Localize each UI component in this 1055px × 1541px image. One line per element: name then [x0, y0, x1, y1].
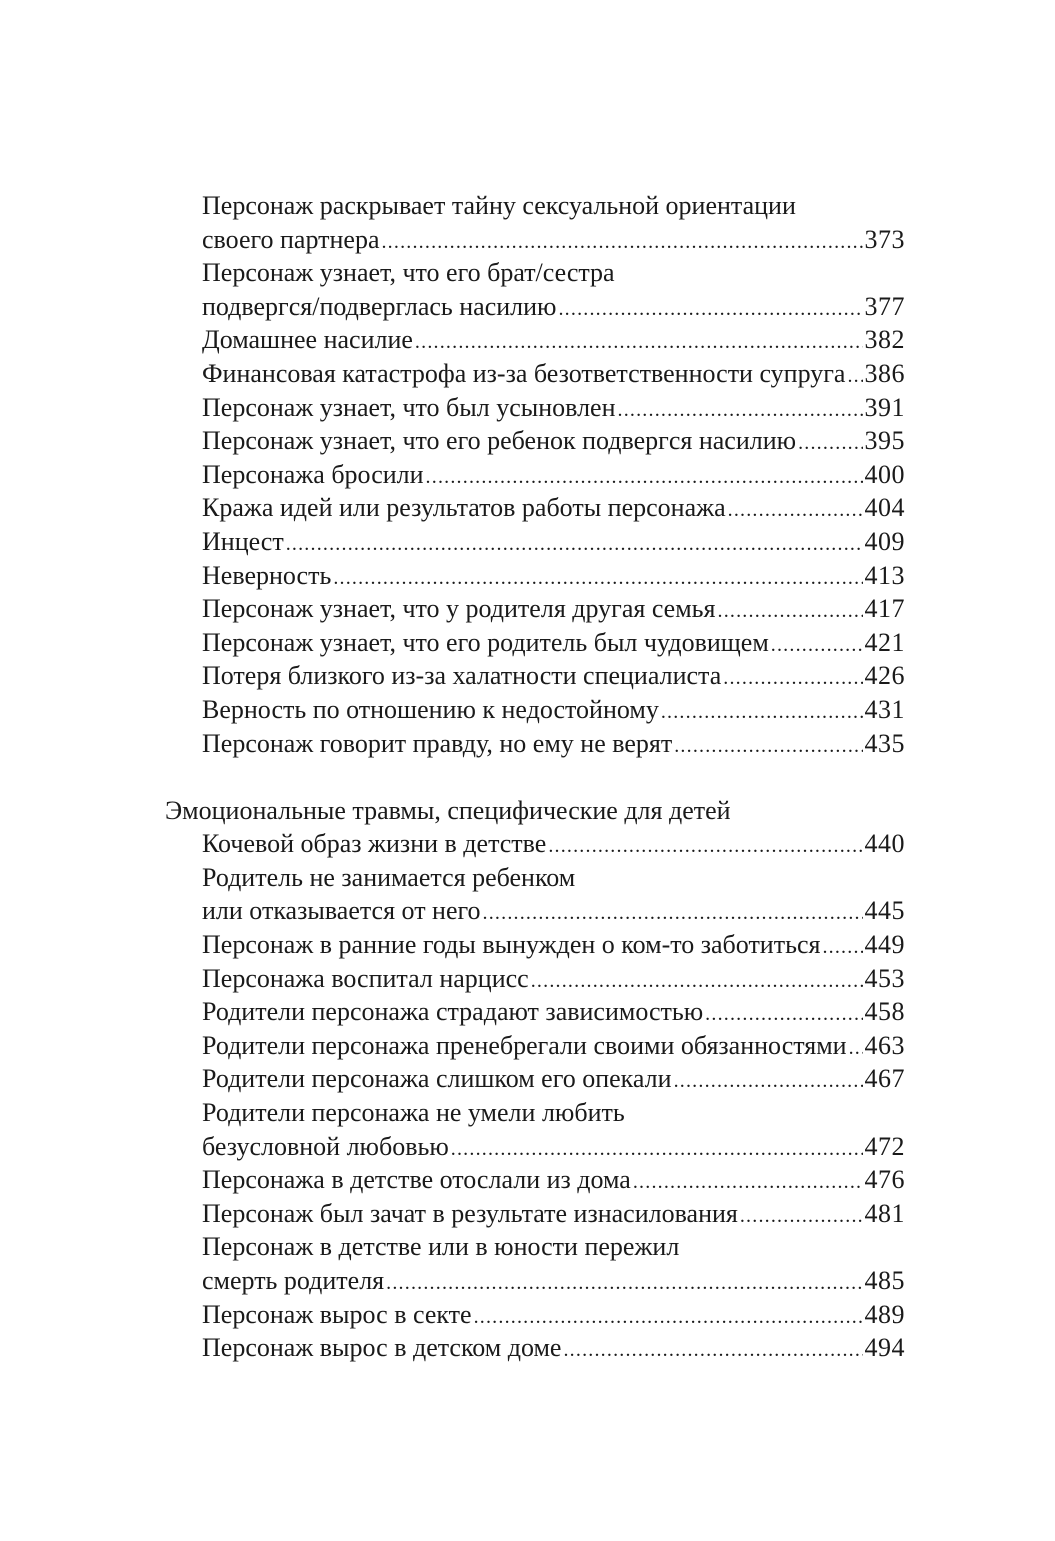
toc-entry-page-number: 391: [864, 392, 905, 422]
toc-entry[interactable]: [202, 693, 905, 727]
dot-leader: [718, 595, 863, 629]
toc-entry-row: [202, 1197, 905, 1231]
toc-entry-page-number: 449: [864, 930, 905, 960]
toc-entry-title: Персонаж был зачат в результате изнасилования: [202, 1198, 738, 1228]
toc-entry-page-number: 489: [864, 1299, 905, 1329]
toc-entry-title: своего партнера: [202, 224, 380, 254]
toc-entry-title: Персонаж в ранние годы вынужден о ком-то заботиться: [202, 930, 821, 960]
toc-entry-row: [202, 995, 905, 1029]
toc-entry-row: [202, 827, 905, 861]
dot-leader: [618, 394, 863, 428]
toc-entry-page-number: 413: [864, 560, 905, 590]
toc-entry[interactable]: [202, 659, 905, 693]
toc-entry-title: подвергся/подверглась насилию: [202, 291, 557, 321]
toc-entry-row: [202, 928, 905, 962]
toc-entry-row: [202, 559, 905, 593]
toc-entry-page-number: 494: [864, 1333, 905, 1363]
toc-entry-title: Неверность: [202, 560, 332, 590]
toc-entry-title-first-line: Персонаж в детстве или в юности пережил: [202, 1232, 680, 1262]
toc-entry-row: [202, 357, 905, 391]
toc-entry-page-number: 440: [864, 829, 905, 859]
toc-entry-title: Инцест: [202, 526, 284, 556]
dot-leader: [661, 696, 863, 730]
toc-entry-page-number: 382: [864, 325, 905, 355]
toc-entry-row: [202, 894, 905, 928]
dot-leader: [798, 427, 862, 461]
dot-leader: [531, 965, 863, 999]
toc-entry-row: [202, 290, 905, 324]
toc-entry[interactable]: [202, 928, 905, 962]
toc-entry-row: [202, 693, 905, 727]
toc-entry-row: [202, 659, 905, 693]
toc-entry[interactable]: [202, 626, 905, 660]
dot-leader: [728, 494, 863, 528]
toc-entry-page-number: 426: [864, 661, 905, 691]
toc-entry-title: Персонаж узнает, что его ребенок подвергся насилию: [202, 426, 797, 456]
dot-leader: [674, 1065, 863, 1099]
toc-entry-row: [202, 458, 905, 492]
toc-entry-title: Домашнее насилие: [202, 325, 413, 355]
toc-entry-title: Родители персонажа слишком его опекали: [202, 1064, 672, 1094]
toc-entry[interactable]: [202, 1197, 905, 1231]
toc-entry[interactable]: [202, 1331, 905, 1365]
toc-entry-title-first-line: Персонаж раскрывает тайну сексуальной ориентации: [202, 191, 796, 220]
toc-entry[interactable]: [202, 391, 905, 425]
toc-entry-title: Персонаж узнает, что был усыновлен: [202, 392, 616, 422]
toc-entry-title-first-line: Родитель не занимается ребенком: [202, 862, 576, 892]
toc-entry-page-number: 435: [864, 728, 905, 758]
toc-entry[interactable]: [202, 559, 905, 593]
toc-entry[interactable]: [202, 1298, 905, 1332]
toc-entry-page-number: 476: [864, 1165, 905, 1195]
toc-entry-page-number: 395: [864, 426, 905, 456]
toc-entry-title: Персонаж узнает, что у родителя другая семья: [202, 594, 716, 624]
toc-entry-row: [202, 1029, 905, 1063]
toc-entry-row: [202, 1298, 905, 1332]
toc-entry[interactable]: [202, 1163, 905, 1197]
toc-entry-title: Потеря близкого из-за халатности специалиста: [202, 661, 722, 691]
dot-leader: [483, 897, 863, 931]
toc-entry-title: Персонажа воспитал нарцисс: [202, 963, 529, 993]
dot-leader: [633, 1166, 863, 1200]
toc-entry-page-number: 485: [864, 1266, 905, 1295]
toc-entry-page-number: 404: [864, 493, 905, 523]
toc-entry-title-first-line: Родители персонажа не умели любить: [202, 1098, 625, 1128]
toc-entry-row: [202, 1062, 905, 1096]
toc-entry-row: [202, 525, 905, 559]
toc-entry-row: [202, 1331, 905, 1365]
section-heading: Эмоциональные травмы, специфические для детей: [165, 795, 731, 825]
toc-entry-row: [202, 962, 905, 996]
dot-leader: [381, 226, 862, 260]
dot-leader: [415, 326, 863, 360]
toc-entry-page-number: 377: [864, 291, 905, 321]
toc-entry-page-number: 445: [864, 896, 905, 926]
toc-entry-title: Персонажа в детстве отослали из дома: [202, 1165, 631, 1195]
toc-entry[interactable]: [202, 827, 905, 861]
toc-entry-row: [202, 391, 905, 425]
toc-entry-row: [202, 727, 905, 761]
dot-leader: [563, 1334, 862, 1368]
toc-entry-page-number: 467: [864, 1064, 905, 1094]
toc-entry-page-number: 463: [864, 1030, 905, 1060]
toc-entry-page-number: 400: [864, 459, 905, 489]
toc-entry-row: [202, 424, 905, 458]
dot-leader: [849, 1032, 863, 1066]
toc-entry-page-number: 386: [864, 358, 905, 388]
toc-entry-title: Верность по отношению к недостойному: [202, 694, 659, 724]
toc-entry-title: смерть родителя: [202, 1266, 385, 1295]
dot-leader: [426, 461, 863, 495]
toc-entry-page-number: 453: [864, 963, 905, 993]
dot-leader: [558, 293, 862, 327]
table-of-contents: [0, 189, 1055, 1365]
dot-leader: [386, 1267, 862, 1301]
toc-entry[interactable]: [202, 323, 905, 357]
toc-entry-row: [202, 491, 905, 525]
toc-entry-page-number: 373: [864, 224, 905, 254]
toc-entry-row: [202, 1264, 905, 1298]
toc-entry-title: Персонаж узнает, что его родитель был чудовищем: [202, 627, 769, 657]
toc-entry-row: [202, 1130, 905, 1164]
toc-entry-page-number: 421: [864, 627, 905, 657]
toc-entry-title: Финансовая катастрофа из-за безответственности супруга: [202, 358, 846, 388]
toc-entry[interactable]: [202, 1029, 905, 1063]
toc-entry-page-number: 472: [864, 1131, 905, 1161]
toc-entry[interactable]: [202, 458, 905, 492]
toc-entry-row: [202, 323, 905, 357]
dot-leader: [771, 629, 863, 663]
toc-entry-title: Персонаж вырос в секте: [202, 1299, 472, 1329]
toc-entry-page-number: 409: [864, 526, 905, 556]
toc-entry[interactable]: [202, 861, 905, 928]
toc-entry[interactable]: [202, 189, 905, 256]
toc-entry[interactable]: [202, 995, 905, 1029]
toc-entry-page-number: 481: [864, 1198, 905, 1228]
toc-entry-row: [202, 1163, 905, 1197]
toc-entry[interactable]: [202, 1096, 905, 1163]
toc-entry[interactable]: [202, 424, 905, 458]
dot-leader: [333, 562, 862, 596]
dot-leader: [474, 1301, 863, 1335]
toc-entry-title: Персонаж говорит правду, но ему не верят: [202, 728, 673, 758]
toc-entry-title: Родители персонажа страдают зависимостью: [202, 997, 704, 1027]
toc-entry-title: Кочевой образ жизни в детстве: [202, 829, 547, 859]
toc-entry[interactable]: [202, 727, 905, 761]
toc-entry[interactable]: [202, 491, 905, 525]
toc-entry-row: [202, 626, 905, 660]
toc-entry[interactable]: [202, 1062, 905, 1096]
dot-leader: [822, 931, 862, 965]
dot-leader: [740, 1200, 863, 1234]
dot-leader: [705, 998, 862, 1032]
toc-entry-row: [202, 223, 905, 257]
toc-entry-title: Родители персонажа пренебрегали своими обязанностями: [202, 1030, 847, 1060]
dot-leader: [286, 528, 863, 562]
toc-entry-title: Персонаж вырос в детском доме: [202, 1333, 562, 1363]
toc-entry-page-number: 431: [864, 694, 905, 724]
toc-entry-title: Кража идей или результатов работы персонажа: [202, 493, 726, 523]
toc-entry-title-first-line: Персонаж узнает, что его брат/сестра: [202, 258, 615, 288]
toc-entry[interactable]: [202, 525, 905, 559]
toc-entry[interactable]: [202, 357, 905, 391]
dot-leader: [451, 1133, 863, 1167]
toc-entry[interactable]: [202, 256, 905, 323]
dot-leader: [548, 830, 862, 864]
toc-entry-title: или отказывается от него: [202, 896, 481, 926]
toc-entry[interactable]: [202, 1230, 905, 1297]
toc-entry-title: Персонажа бросили: [202, 459, 424, 489]
toc-entry[interactable]: [202, 592, 905, 626]
toc-entry-page-number: 458: [864, 997, 905, 1027]
toc-entry-title: безусловной любовью: [202, 1131, 449, 1161]
toc-entry[interactable]: [202, 962, 905, 996]
toc-entry-page-number: 417: [864, 594, 905, 624]
dot-leader: [674, 730, 862, 764]
toc-entry-row: [202, 592, 905, 626]
dot-leader: [847, 360, 862, 394]
dot-leader: [723, 662, 862, 696]
